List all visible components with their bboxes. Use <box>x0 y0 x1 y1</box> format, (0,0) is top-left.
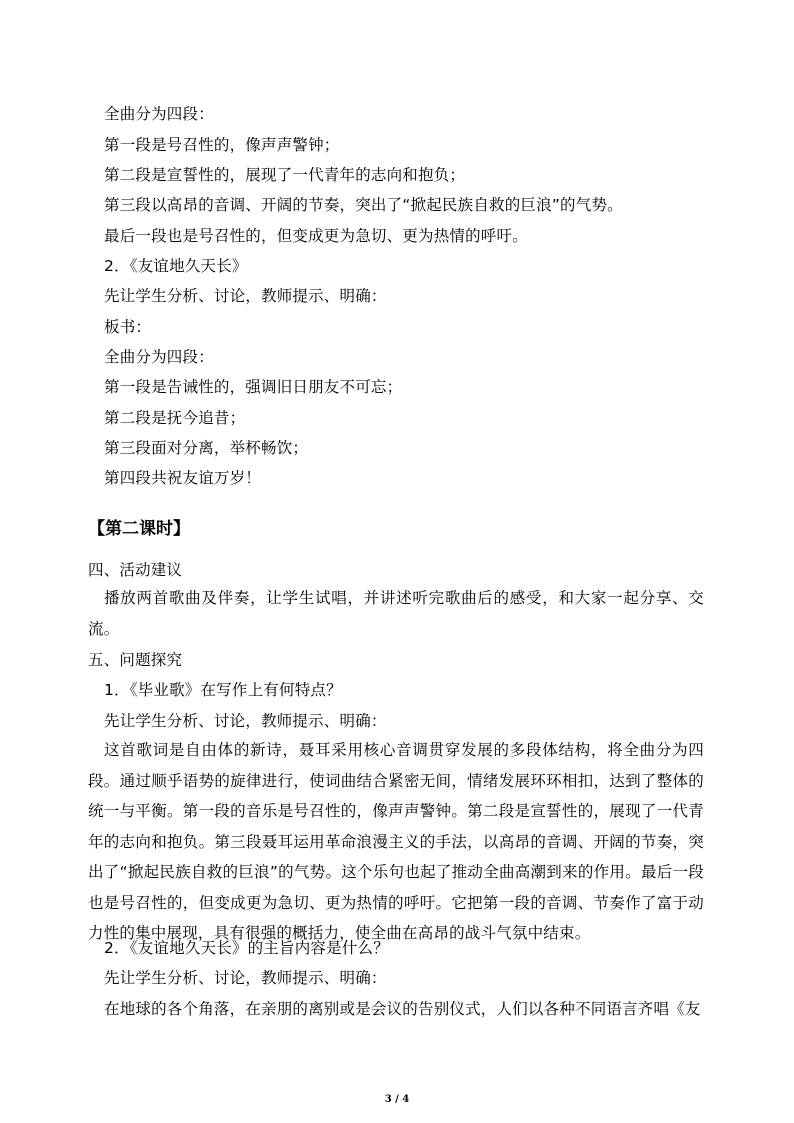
text-line: 第三段以高昂的音调、开阔的节奏，突出了“掀起民族自救的巨浪”的气势。 <box>104 196 623 214</box>
section-paragraph: 播放两首歌曲及伴奏，让学生试唱，并讲述听完歌曲后的感受，和大家一起分享、交流。 <box>88 589 704 638</box>
text-line: 板书： <box>104 318 152 336</box>
question-line: 1．《毕业歌》在写作上有何特点？ <box>104 681 342 699</box>
section-title: 五、问题探究 <box>88 651 183 669</box>
text-line: 先让学生分析、讨论，教师提示、明确： <box>104 969 387 987</box>
text-line: 第二段是宣誓性的，展现了一代青年的志向和抱负； <box>104 166 466 184</box>
section-title: 四、活动建议 <box>88 561 183 579</box>
answer-paragraph: 这首歌词是自由体的新诗，聂耳采用核心音调贯穿发展的多段体结构，将全曲分为四段。通过顺乎语势的旋律进行，使词曲结合紧密无间，情绪发展环环相扣，达到了整体的统一与平衡。第一段的音乐是号召性的，像声声警钟。第二段是宣誓性的，展现了一代青年的志向和抱负。第三段聂耳运用革命浪漫主义的手法，以高昂的音调、开阔的节奏，突出了“掀起民族自救的巨浪”的气势。这个乐句也起了推动全曲高潮到来的作用。最后一段也是号召性的，但变成更为急切、更为热情的呼吁。它把第一段的音调、节奏作了富于动力性的集中展现，具有很强的概括力，使全曲在高昂的战斗气氛中结束。 <box>88 741 704 942</box>
text-line: 最后一段也是号召性的，但变成更为急切、更为热情的呼吁。 <box>104 227 528 245</box>
subsection-title: 2．《友谊地久天长》 <box>104 257 248 275</box>
text-line: 第一段是告诫性的，强调旧日朋友不可忘； <box>104 378 403 396</box>
question-line: 2．《友谊地久天长》的主旨内容是什么？ <box>104 939 389 957</box>
text-line: 全曲分为四段： <box>104 348 214 366</box>
text-line: 先让学生分析、讨论，教师提示、明确： <box>104 287 387 305</box>
text-line: 第三段面对分离，举杯畅饮； <box>104 439 309 457</box>
text-line: 全曲分为四段： <box>104 105 214 123</box>
text-line: 第二段是抚今追昔； <box>104 409 246 427</box>
text-line: 先让学生分析、讨论，教师提示、明确： <box>104 712 387 730</box>
text-line: 第四段共祝友谊万岁！ <box>104 469 262 487</box>
text-line: 在地球的各个角落，在亲朋的离别或是会议的告别仪式，人们以各种不同语言齐唱《友 <box>104 1000 701 1018</box>
lesson-heading: 【第二课时】 <box>88 519 190 539</box>
text-line: 第一段是号召性的，像声声警钟； <box>104 136 340 154</box>
page-number: 3 / 4 <box>384 1094 410 1105</box>
